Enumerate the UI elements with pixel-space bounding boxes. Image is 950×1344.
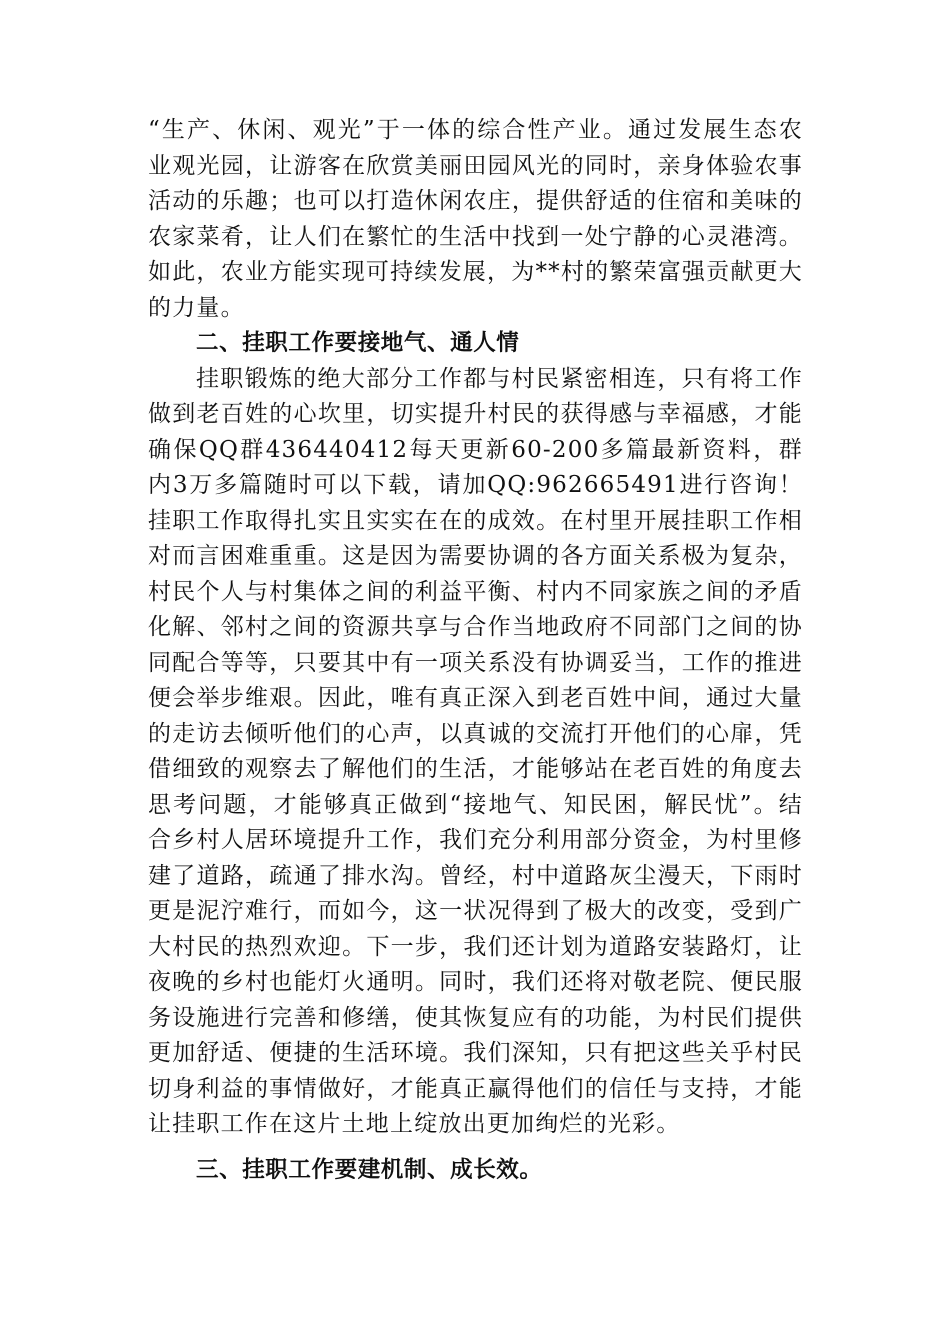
- section-heading: 三、挂职工作要建机制、成长效。: [196, 1156, 543, 1183]
- document-page: [148, 113, 803, 1188]
- section-heading: 二、挂职工作要接地气、通人情: [196, 330, 520, 356]
- body-paragraph: 挂职锻炼的绝大部分工作都与村民紧密相连，只有将工作做到老百姓的心坎里，切实提升村民的获得感与幸福感，才能确保QQ群436440412每天更新60-200多篇最新资料，群内3万多篇随时可以下载，请加QQ:962665491进行咨询！挂职工作取得扎实且实实在在的成效。在村里开展挂职工作相对而言困难重重。这是因为需要协调的各方面关系极为复杂，村民个人与村集体之间的利益平衡、村内不同家族之间的矛盾化解、邻村之间的资源共享与合作当地政府不同部门之间的协同配合等等，只要其中有一项关系没有协调妥当，工作的推进便会举步维艰。因此，唯有真正深入到老百姓中间，通过大量的走访去倾听他们的心声，以真诚的交流打开他们的心扉，凭借细致的观察去了解他们的生活，才能够站在老百姓的角度去思考问题，才能够真正做到“接地气、知民困，解民忧”。结合乡村人居环境提升工作，我们充分利用部分资金，为村里修建了道路，疏通了排水沟。曾经，村中道路灰尘漫天，下雨时更是泥泞难行，而如今，这一状况得到了极大的改变，受到广大村民的热烈欢迎。下一步，我们还计划为道路安装路灯，让夜晚的乡村也能灯火通明。同时，我们还将对敬老院、便民服务设施进行完善和修缮，使其恢复应有的功能，为村民们提供更加舒适、便捷的生活环境。我们深知，只有把这些关乎村民切身利益的事情做好，才能真正赢得他们的信任与支持，才能让挂职工作在这片土地上绽放出更加绚烂的光彩。: [148, 365, 803, 1137]
- body-paragraph: “生产、休闲、观光”于一体的综合性产业。通过发展生态农业观光园，让游客在欣赏美丽田园风光的同时，亲身体验农事活动的乐趣；也可以打造休闲农庄，提供舒适的住宿和美味的农家菜肴，让人们在繁忙的生活中找到一处宁静的心灵港湾。如此，农业方能实现可持续发展，为**村的繁荣富强贡献更大的力量。: [148, 117, 803, 321]
